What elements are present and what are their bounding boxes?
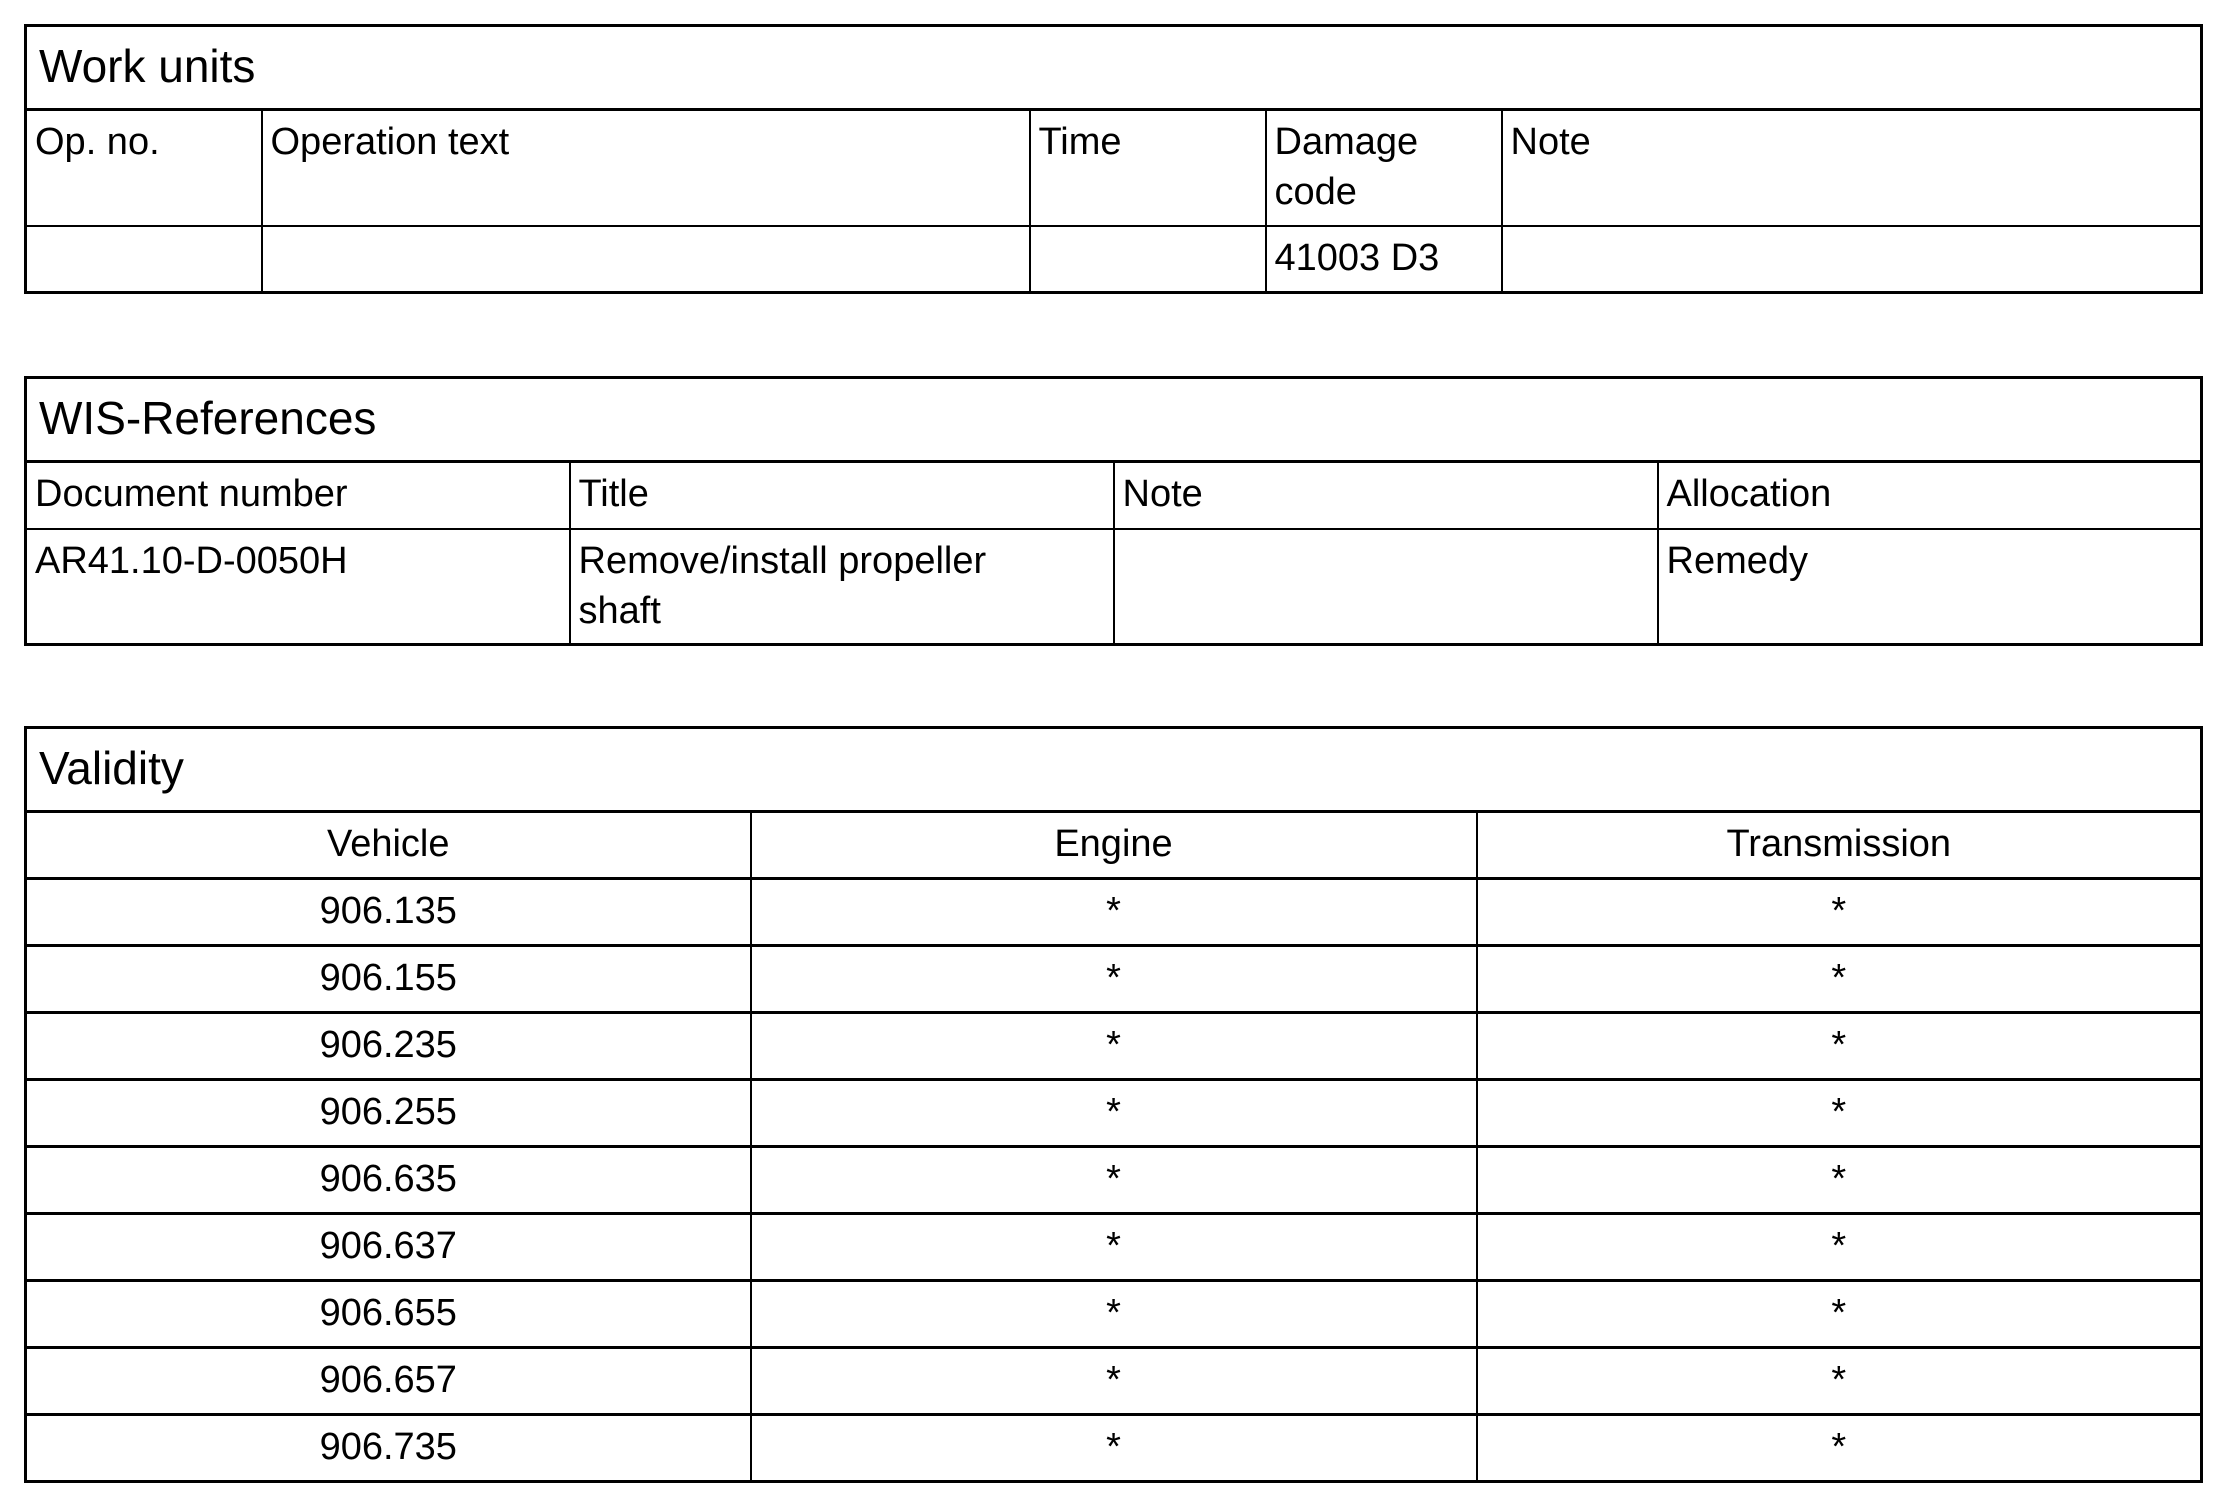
cell-vehicle: 906.135: [26, 879, 751, 946]
table-row: [26, 1214, 2202, 1281]
cell-vehicle: 906.155: [26, 946, 751, 1013]
header-op-no: Op. no.: [26, 110, 262, 226]
cell-operation-text: [262, 226, 1030, 293]
table-row: [26, 1013, 2202, 1080]
cell-transmission: *: [1477, 1080, 2202, 1147]
header-note: Note: [1502, 110, 2202, 226]
work-units-table: [24, 24, 2203, 294]
wis-references-table: [24, 376, 2203, 646]
table-row: [26, 879, 2202, 946]
cell-vehicle: 906.255: [26, 1080, 751, 1147]
header-damage-code: Damage code: [1266, 110, 1502, 226]
wis-references-title: WIS-References: [26, 378, 2202, 462]
cell-transmission: *: [1477, 1415, 2202, 1482]
validity-table: [24, 726, 2203, 1483]
cell-engine: *: [751, 1214, 1477, 1281]
header-vehicle: Vehicle: [26, 812, 751, 879]
cell-engine: *: [751, 1348, 1477, 1415]
header-time: Time: [1030, 110, 1266, 226]
cell-damage-code: 41003 D3: [1266, 226, 1502, 293]
cell-transmission: *: [1477, 1214, 2202, 1281]
cell-transmission: *: [1477, 1281, 2202, 1348]
cell-engine: *: [751, 1013, 1477, 1080]
cell-engine: *: [751, 1080, 1477, 1147]
table-row: [26, 1348, 2202, 1415]
cell-engine: *: [751, 1147, 1477, 1214]
cell-vehicle: 906.637: [26, 1214, 751, 1281]
cell-engine: *: [751, 1281, 1477, 1348]
cell-transmission: *: [1477, 1147, 2202, 1214]
cell-engine: *: [751, 1415, 1477, 1482]
header-title: Title: [570, 462, 1114, 529]
cell-vehicle: 906.657: [26, 1348, 751, 1415]
header-operation-text: Operation text: [262, 110, 1030, 226]
cell-vehicle: 906.635: [26, 1147, 751, 1214]
cell-time: [1030, 226, 1266, 293]
cell-transmission: *: [1477, 1013, 2202, 1080]
table-row: [26, 1147, 2202, 1214]
cell-vehicle: 906.655: [26, 1281, 751, 1348]
cell-note: [1502, 226, 2202, 293]
cell-transmission: *: [1477, 879, 2202, 946]
table-row: [26, 1415, 2202, 1482]
table-row: [26, 1281, 2202, 1348]
header-allocation: Allocation: [1658, 462, 2202, 529]
cell-transmission: *: [1477, 946, 2202, 1013]
cell-document-number: AR41.10-D-0050H: [26, 529, 570, 645]
cell-title: Remove/install propeller shaft: [570, 529, 1114, 645]
header-note: Note: [1114, 462, 1658, 529]
header-engine: Engine: [751, 812, 1477, 879]
table-row: [26, 946, 2202, 1013]
cell-vehicle: 906.735: [26, 1415, 751, 1482]
cell-allocation: Remedy: [1658, 529, 2202, 645]
cell-engine: *: [751, 946, 1477, 1013]
cell-transmission: *: [1477, 1348, 2202, 1415]
cell-note: [1114, 529, 1658, 645]
work-units-title: Work units: [26, 26, 2202, 110]
cell-engine: *: [751, 879, 1477, 946]
cell-op-no: [26, 226, 262, 293]
cell-vehicle: 906.235: [26, 1013, 751, 1080]
validity-title: Validity: [26, 728, 2202, 812]
header-transmission: Transmission: [1477, 812, 2202, 879]
header-document-number: Document number: [26, 462, 570, 529]
table-row: [26, 1080, 2202, 1147]
